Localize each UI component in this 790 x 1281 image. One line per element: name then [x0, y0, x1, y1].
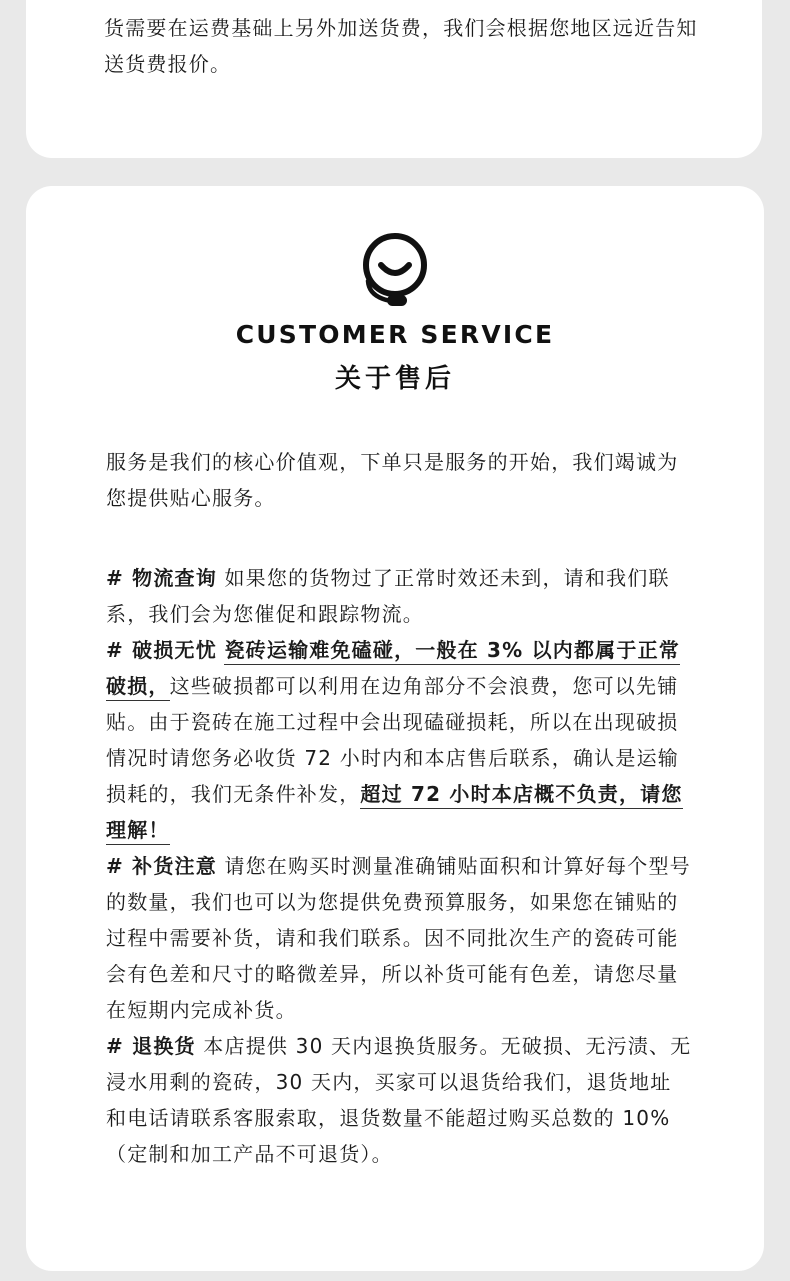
- section-title-en: CUSTOMER SERVICE: [235, 320, 555, 349]
- damage-heading: # 破损无忧: [106, 638, 217, 662]
- restock-text: 请您在购买时测量准确铺贴面积和计算好每个型号的数量，我们也可以为您提供免费预算服务，如果您在铺贴的过程中需要补货，请和我们联系。因不同批次生产的瓷砖可能会有色差和尺寸的略微差异，所以补货可能有色差，请您尽量在短期内完成补货。: [106, 854, 691, 1022]
- logistics-text: 如果您的货物过了正常时效还未到，请和我们联系，我们会为您催促和跟踪物流。: [106, 566, 670, 626]
- headset-smile-icon: [357, 231, 433, 311]
- restock-paragraph: [106, 848, 692, 1028]
- intro-paragraph: 服务是我们的核心价值观，下单只是服务的开始，我们竭诚为您提供贴心服务。: [106, 450, 679, 510]
- returns-paragraph: [106, 1028, 692, 1172]
- returns-text: 本店提供 30 天内退换货服务。无破损、无污渍、无浸水用剩的瓷砖，30 天内，买家可以退货给我们，退货地址和电话请联系客服索取，退货数量不能超过购买总数的 10%（定制和加工产品不可退货）。: [106, 1034, 692, 1166]
- logistics-heading: # 物流查询: [106, 566, 217, 590]
- damage-warning: 超过 72 小时本店概不负责，请您理解！: [106, 782, 683, 845]
- returns-heading: # 退换货: [106, 1034, 196, 1058]
- customer-service-card: [26, 186, 764, 1271]
- restock-heading: # 补货注意: [106, 854, 217, 878]
- logistics-paragraph: [106, 560, 692, 632]
- previous-section-card: [26, 0, 762, 158]
- section-title-cn: 关于售后: [334, 364, 455, 394]
- delivery-fee-note: 货需要在运费基础上另外加送货费，我们会根据您地区远近告知送货费报价。: [104, 16, 698, 76]
- damage-text: 这些破损都可以利用在边角部分不会浪费，您可以先铺贴。由于瓷砖在施工过程中会出现磕碰损耗，所以在出现破损情况时请您务必收货 72 小时内和本店售后联系，确认是运输损耗的，我们无条件补发，: [106, 674, 679, 806]
- damage-emphasis: 瓷砖运输难免磕碰，一般在 3% 以内都属于正常破损，: [106, 638, 680, 701]
- damage-paragraph: [106, 632, 692, 848]
- service-body: [106, 444, 692, 1172]
